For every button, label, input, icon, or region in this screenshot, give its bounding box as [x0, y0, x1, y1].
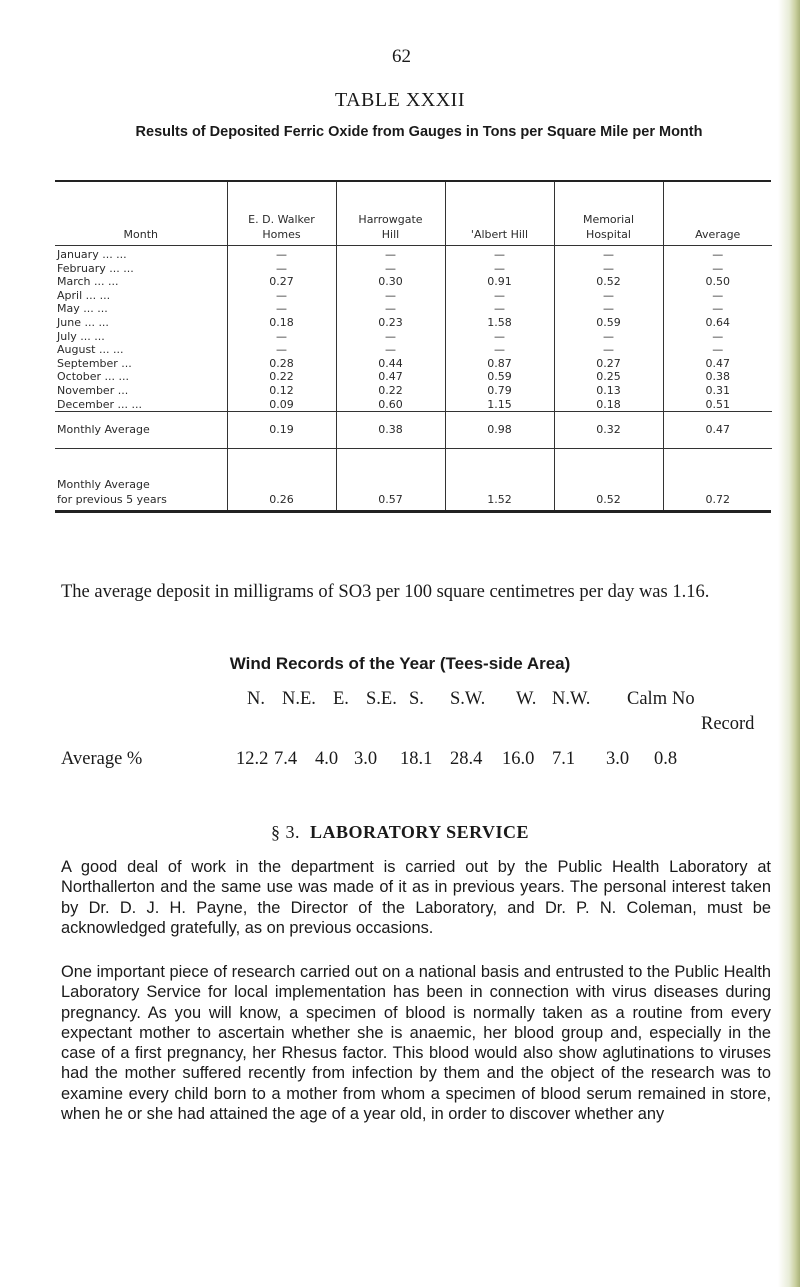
ferric-oxide-table-wrap — [55, 180, 771, 513]
ferric-oxide-table — [55, 182, 772, 510]
value-cell: — — [227, 343, 336, 357]
table-row — [55, 370, 772, 384]
value-cell: 0.28 — [227, 357, 336, 371]
table-row — [55, 246, 772, 262]
value-cell: 0.19 — [227, 412, 336, 449]
wind-value: 7.1 — [552, 749, 576, 769]
value-cell: 0.47 — [336, 370, 445, 384]
wind-value: 3.0 — [606, 749, 630, 769]
value-cell: 0.98 — [445, 412, 554, 449]
previous-years-average-row — [55, 449, 772, 511]
value-cell: 0.27 — [554, 357, 663, 371]
value-cell: 0.64 — [663, 316, 772, 330]
table-title: TABLE XXXII — [335, 89, 465, 111]
wind-direction-label: Record — [701, 714, 755, 734]
wind-direction-label: S. — [409, 689, 424, 709]
column-header — [663, 182, 772, 246]
section-number: § 3. — [271, 822, 301, 842]
table-row — [55, 343, 772, 357]
value-cell: — — [663, 343, 772, 357]
section-title: LABORATORY SERVICE — [310, 822, 529, 842]
column-header-line: Hill — [381, 228, 400, 241]
wind-value: 4.0 — [315, 749, 339, 769]
value-cell: — — [663, 262, 772, 276]
value-cell: 0.52 — [554, 275, 663, 289]
wind-direction-label: N.E. — [282, 689, 316, 709]
value-cell: 0.52 — [554, 449, 663, 511]
value-cell: 0.13 — [554, 384, 663, 398]
value-cell: — — [445, 246, 554, 262]
section-heading — [0, 822, 800, 843]
value-cell: — — [663, 246, 772, 262]
column-header — [445, 182, 554, 246]
paragraph-laboratory-1: A good deal of work in the department is carried out by the Public Health Laboratory at Northallerton and the same use was made of it as in previous years. The personal interest taken by Dr. D. J. H. Payne, the Director of the Laboratory, and Dr. P. N. Coleman, must be acknowledged gratefully, as on previous occasions. — [61, 858, 771, 937]
column-header-line: Average — [695, 228, 741, 241]
table-row — [55, 398, 772, 412]
wind-value: 18.1 — [400, 749, 433, 769]
value-cell: 0.51 — [663, 398, 772, 412]
table-row — [55, 384, 772, 398]
wind-direction-label: W. — [516, 689, 537, 709]
value-cell: 1.52 — [445, 449, 554, 511]
wind-row-label: Average % — [61, 749, 143, 769]
wind-direction-label: E. — [333, 689, 349, 709]
value-cell: — — [227, 289, 336, 303]
table-row — [55, 316, 772, 330]
value-cell: 0.47 — [663, 357, 772, 371]
value-cell: 0.87 — [445, 357, 554, 371]
table-row — [55, 357, 772, 371]
value-cell: 0.26 — [227, 449, 336, 511]
value-cell: — — [554, 289, 663, 303]
month-cell: June ... ... — [57, 315, 109, 329]
value-cell: 0.44 — [336, 357, 445, 371]
value-cell: 0.79 — [445, 384, 554, 398]
wind-value: 28.4 — [450, 749, 483, 769]
value-cell: 1.15 — [445, 398, 554, 412]
value-cell: — — [336, 330, 445, 344]
table-row — [55, 289, 772, 303]
value-cell: 0.91 — [445, 275, 554, 289]
value-cell: 0.38 — [336, 412, 445, 449]
row-label-cell: Monthly Average — [55, 412, 227, 449]
table-body — [55, 246, 772, 511]
table-row — [55, 275, 772, 289]
value-cell: 0.27 — [227, 275, 336, 289]
column-header-line: Hospital — [586, 228, 631, 241]
value-cell: — — [336, 343, 445, 357]
value-cell: 0.32 — [554, 412, 663, 449]
value-cell: 0.09 — [227, 398, 336, 412]
wind-direction-label: S.W. — [450, 689, 486, 709]
value-cell: 0.72 — [663, 449, 772, 511]
month-cell: September ... — [57, 356, 132, 370]
value-cell: 0.59 — [554, 316, 663, 330]
column-header — [55, 182, 227, 246]
value-cell: — — [445, 343, 554, 357]
value-cell: 0.38 — [663, 370, 772, 384]
paragraph-laboratory-2: One important piece of research carried out on a national basis and entrusted to the Public Health Laboratory Service for local implementation has been in connection with virus diseases during pregnancy. As you will know, a specimen of blood is normally taken as a routine from every expectant mother to ascertain whether she is anaemic, her blood group and, especially in the case of a first pregnancy, her Rhesus factor. This blood would also show aglutinations to viruses had the mother suffered recently from infection by them and the object of the research was to examine every child born to a mother from whom a specimen of blood serum remained in store, when he or she had attained the age of a year old, in order to discover whether any — [61, 963, 771, 1124]
value-cell: 0.50 — [663, 275, 772, 289]
value-cell: — — [227, 246, 336, 262]
column-header-line: E. D. Walker — [248, 213, 315, 226]
value-cell: 0.12 — [227, 384, 336, 398]
wind-value: 7.4 — [274, 749, 298, 769]
month-cell: November ... — [57, 383, 129, 397]
monthly-average-row — [55, 412, 772, 449]
table-row — [55, 262, 772, 276]
value-cell: — — [554, 330, 663, 344]
row-label-cell — [55, 449, 227, 511]
wind-direction-label: S.E. — [366, 689, 397, 709]
page-edge-shadow — [778, 0, 800, 1287]
value-cell: — — [554, 302, 663, 316]
table-subtitle: Results of Deposited Ferric Oxide from Gauges in Tons per Square Mile per Month — [135, 124, 703, 140]
value-cell: — — [663, 330, 772, 344]
column-header — [336, 182, 445, 246]
row-label-line: for previous 5 years — [57, 493, 167, 507]
month-cell: February ... ... — [57, 261, 134, 275]
value-cell: 0.59 — [445, 370, 554, 384]
wind-value: 16.0 — [502, 749, 535, 769]
wind-value: 3.0 — [354, 749, 378, 769]
wind-records-title: Wind Records of the Year (Tees-side Area) — [229, 654, 571, 673]
value-cell: 0.18 — [227, 316, 336, 330]
deposit-average-text: The average deposit in milligrams of SO3 per 100 square centimetres per day was 1.16. — [61, 582, 710, 602]
column-header — [227, 182, 336, 246]
value-cell: 0.23 — [336, 316, 445, 330]
value-cell: — — [445, 330, 554, 344]
wind-direction-label: No — [672, 689, 695, 709]
month-cell: May ... ... — [57, 302, 108, 316]
value-cell: — — [227, 330, 336, 344]
value-cell: — — [336, 246, 445, 262]
value-cell: 0.25 — [554, 370, 663, 384]
value-cell: — — [663, 302, 772, 316]
column-header-line: Homes — [262, 228, 301, 241]
value-cell: — — [445, 302, 554, 316]
month-cell: October ... ... — [57, 370, 129, 384]
table-row — [55, 330, 772, 344]
column-header-line: Month — [123, 228, 158, 241]
value-cell: 0.31 — [663, 384, 772, 398]
wind-direction-label: Calm — [627, 689, 668, 709]
month-cell: April ... ... — [57, 288, 111, 302]
wind-value: 12.2 — [236, 749, 269, 769]
value-cell: — — [227, 262, 336, 276]
column-header-line: Harrowgate — [358, 213, 423, 226]
row-label-line: Monthly Average — [57, 478, 150, 492]
value-cell: 1.58 — [445, 316, 554, 330]
wind-direction-label: N.W. — [552, 689, 591, 709]
value-cell: — — [336, 289, 445, 303]
wind-value: 0.8 — [654, 749, 678, 769]
value-cell: 0.22 — [227, 370, 336, 384]
value-cell: — — [554, 246, 663, 262]
column-header-line: Memorial — [582, 213, 635, 226]
month-cell: August ... ... — [57, 343, 124, 357]
value-cell: 0.30 — [336, 275, 445, 289]
month-cell: March ... ... — [57, 275, 119, 289]
wind-direction-label: N. — [247, 689, 265, 709]
value-cell: 0.60 — [336, 398, 445, 412]
value-cell: — — [445, 289, 554, 303]
column-header — [554, 182, 663, 246]
month-cell: December ... ... — [57, 397, 143, 411]
month-cell: July ... ... — [57, 329, 105, 343]
page-number: 62 — [392, 46, 411, 67]
value-cell: — — [663, 289, 772, 303]
value-cell: — — [554, 262, 663, 276]
column-header-line: 'Albert Hill — [470, 228, 529, 241]
value-cell: — — [227, 302, 336, 316]
value-cell: — — [336, 262, 445, 276]
table-row — [55, 302, 772, 316]
value-cell: 0.22 — [336, 384, 445, 398]
value-cell: 0.57 — [336, 449, 445, 511]
value-cell: — — [554, 343, 663, 357]
value-cell: 0.47 — [663, 412, 772, 449]
value-cell: — — [336, 302, 445, 316]
value-cell: — — [445, 262, 554, 276]
value-cell: 0.18 — [554, 398, 663, 412]
table-header-row — [55, 182, 772, 246]
month-cell: January ... ... — [57, 248, 127, 261]
